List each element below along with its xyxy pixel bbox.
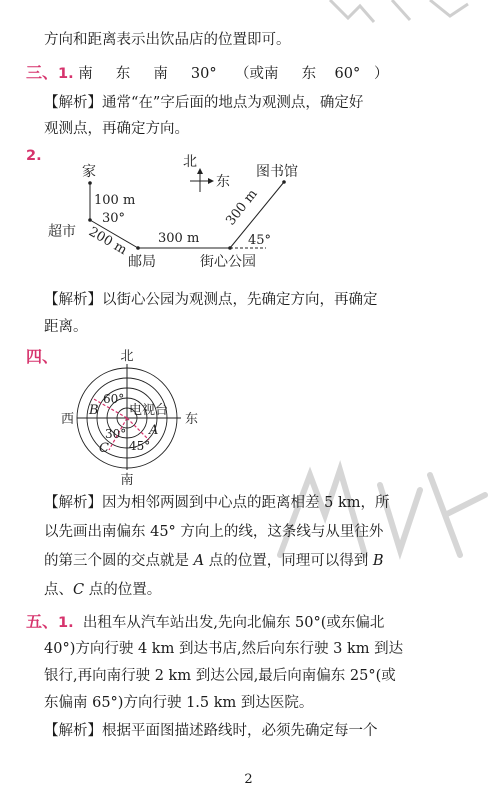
section-three-label: 三、 [26,63,59,82]
distance-label: 100 m [94,193,136,208]
angle-label: 45° [248,233,272,248]
analysis-tag: 【解析】 [44,495,102,511]
answer-token: 60° [334,66,361,82]
angle-label: 30° [105,427,127,441]
analysis-text: 根据平面图描述路线时，必须先确定每一个 [102,723,378,739]
north-label: 北 [120,349,134,364]
question-number: 1. [58,66,74,82]
east-label: 东 [216,174,230,190]
point-label: A [149,423,159,438]
park-label: 街心公园 [200,254,256,270]
distance-label: 200 m [86,224,130,259]
answer-line: 东偏南 65°)方向行驶 1.5 km 到达医院。 [44,695,314,711]
analysis-tag: 【解析】 [44,292,102,308]
polar-diagram [55,346,215,496]
east-label: 东 [185,412,199,427]
question-number: 2. [26,148,42,164]
library-label: 图书馆 [256,164,298,180]
angle-label: 30° [102,211,126,226]
point-label: B [89,403,99,418]
point-ref: A [193,553,205,569]
section-five-line [26,612,384,633]
answer-text: 出租车从汽车站出发,先向北偏东 50°(或东偏北 [82,615,385,631]
answer-token: 南 [78,66,93,82]
answer-token: 东 [115,66,131,82]
supermarket-label: 超市 [48,224,76,240]
watermark-top [300,0,497,24]
analysis-line [44,721,378,741]
analysis-line [44,290,378,310]
analysis-tag: 【解析】 [44,95,102,111]
answer-token: 南 [153,66,168,82]
answer-line: 银行,再向南行驶 2 km 到达公园,最后向南偏东 25°(或 [44,668,396,684]
post-office-label: 邮局 [128,254,156,270]
answer-line: 40°)方向行驶 4 km 到达书店,然后向东行驶 3 km 到达 [44,641,404,657]
analysis-line: 观测点，再确定方向。 [44,121,189,137]
answer-token: 30° [190,66,217,82]
analysis-line: 距离。 [44,319,88,335]
tv-station-label: 电视台 [129,403,169,418]
analysis-text: 通常“在”字后面的地点为观测点，确定好 [102,95,364,111]
analysis-line [44,93,363,113]
section-three-answer [26,63,389,84]
south-label: 南 [120,473,134,488]
distance-label: 300 m [223,186,261,229]
north-label: 北 [183,154,197,170]
point-ref: B [372,553,384,569]
analysis-line: 以先画出南偏东 45° 方向上的线，这条线与从里往外 [44,524,384,540]
analysis-line [44,551,383,571]
intro-line: 方向和距离表示出饮品店的位置即可。 [44,32,291,48]
analysis-text: 点的位置。 [84,582,162,598]
question-number: 1. [58,615,74,631]
analysis-text: 的第三个圆的交点就是 [44,553,194,569]
angle-label: 60° [103,392,125,406]
page-number: 2 [244,772,253,787]
section-five-label: 五、 [26,612,59,631]
answer-token: 东 [301,66,317,82]
analysis-text: 以街心公园为观测点，先确定方向，再确定 [102,292,378,308]
analysis-text: 点的位置，同理可以得到 [204,553,373,569]
distance-label: 300 m [158,231,200,246]
analysis-tag: 【解析】 [44,723,102,739]
point-ref: C [73,582,85,598]
angle-label: 45° [129,439,151,453]
section-four-label: 四、 [26,347,59,366]
west-label: 西 [61,412,75,427]
point-label: C [99,441,109,456]
route-diagram [40,150,340,275]
home-label: 家 [82,164,96,180]
analysis-line [44,580,161,600]
answer-token: （或南 [235,66,279,82]
analysis-text: 因为相邻两圆到中心点的距离相差 5 km，所 [102,495,390,511]
answer-token: ） [374,66,389,82]
analysis-line [44,493,389,513]
analysis-text: 点、 [44,582,73,598]
